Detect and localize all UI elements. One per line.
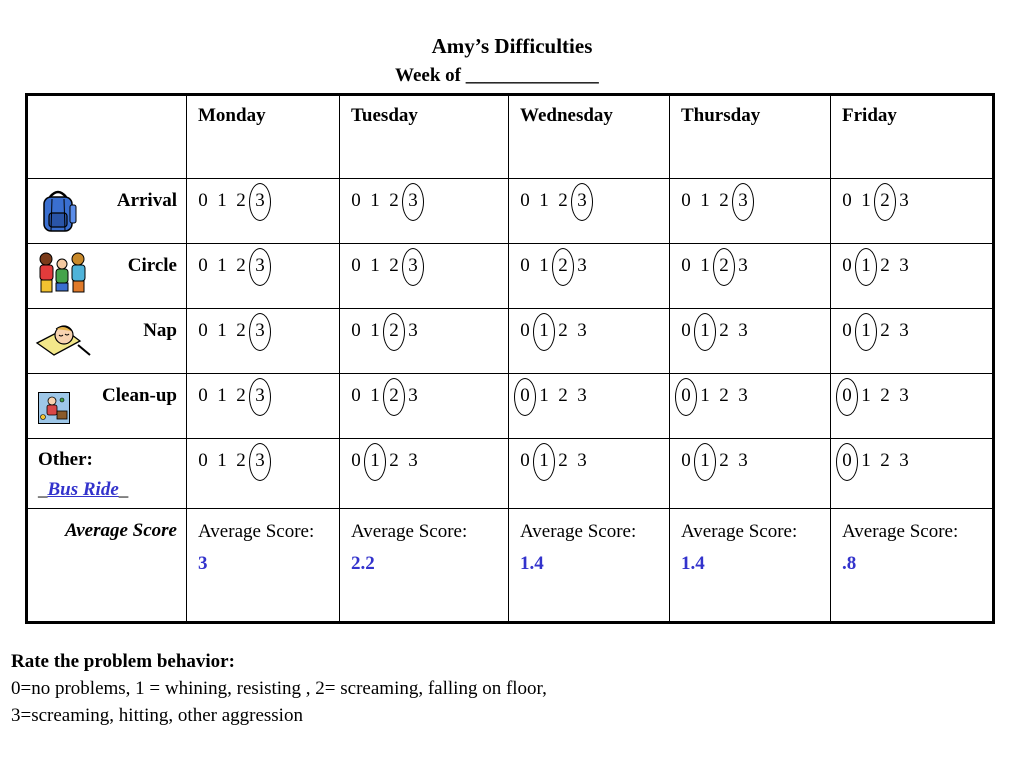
score-option[interactable]: 3 (738, 320, 748, 341)
score-scale (681, 190, 748, 212)
score-option-circled[interactable]: 1 (700, 450, 710, 471)
score-option[interactable]: 3 (577, 385, 587, 406)
day-header-monday: Monday (187, 95, 340, 179)
score-option[interactable]: 0 (351, 255, 361, 276)
score-option[interactable]: 0 (198, 320, 208, 341)
blank-underline-end: _ (118, 479, 129, 500)
legend-line-1: 0=no problems, 1 = whining, resisting , 2= screaming, falling on floor, (11, 678, 547, 699)
score-option[interactable]: 3 (408, 320, 418, 341)
score-option-circled[interactable]: 1 (861, 255, 871, 276)
score-option[interactable]: 1 (217, 450, 227, 471)
score-option[interactable]: 1 (700, 190, 710, 211)
score-option[interactable]: 2 (389, 190, 399, 211)
score-option[interactable]: 3 (899, 450, 909, 471)
score-option[interactable]: 2 (389, 255, 399, 276)
score-option[interactable]: 0 (351, 385, 361, 406)
score-scale (351, 450, 418, 472)
score-scale (198, 190, 265, 212)
score-option[interactable]: 3 (738, 385, 748, 406)
score-cell[interactable] (831, 244, 994, 309)
score-option[interactable]: 1 (217, 255, 227, 276)
average-value: 1.4 (681, 553, 705, 574)
row-header-nap (27, 309, 187, 374)
score-option-circled[interactable]: 3 (577, 190, 587, 211)
score-scale (681, 385, 748, 407)
score-cell[interactable] (509, 374, 670, 439)
average-cell-monday (187, 509, 340, 623)
score-option-circled[interactable]: 3 (255, 190, 265, 211)
score-cell[interactable] (340, 244, 509, 309)
average-label: Average Score: (681, 521, 798, 542)
score-option[interactable]: 2 (558, 190, 568, 211)
score-scale (351, 190, 418, 212)
score-option[interactable]: 1 (539, 385, 549, 406)
score-scale (681, 450, 748, 472)
day-header-wednesday: Wednesday (509, 95, 670, 179)
average-value: 1.4 (520, 553, 544, 574)
corner-cell (27, 95, 187, 179)
score-option[interactable]: 0 (198, 255, 208, 276)
score-option[interactable]: 0 (520, 450, 530, 471)
score-option[interactable]: 3 (899, 190, 909, 211)
score-cell[interactable] (670, 244, 831, 309)
score-option[interactable]: 0 (520, 255, 530, 276)
score-option-circled[interactable]: 3 (255, 255, 265, 276)
score-option[interactable]: 0 (351, 320, 361, 341)
row-header-circle (27, 244, 187, 309)
score-option[interactable]: 0 (351, 190, 361, 211)
score-option[interactable]: 3 (738, 450, 748, 471)
average-value: 2.2 (351, 553, 375, 574)
score-option-circled[interactable]: 2 (719, 255, 729, 276)
score-cell[interactable] (509, 179, 670, 244)
score-option[interactable]: 3 (408, 450, 418, 471)
score-scale (520, 450, 587, 472)
score-option[interactable]: 0 (198, 385, 208, 406)
other-behavior-field[interactable] (38, 479, 128, 501)
score-option[interactable]: 3 (899, 320, 909, 341)
score-option[interactable]: 3 (577, 450, 587, 471)
score-option[interactable]: 0 (198, 450, 208, 471)
score-option-circled[interactable]: 1 (539, 320, 549, 341)
score-option[interactable]: 1 (370, 255, 380, 276)
score-option-circled[interactable]: 3 (255, 320, 265, 341)
score-option-circled[interactable]: 2 (389, 320, 399, 341)
cleanup-toys-icon (38, 392, 70, 430)
score-option-circled[interactable]: 3 (408, 255, 418, 276)
score-option-circled[interactable]: 1 (539, 450, 549, 471)
sleeping-child-icon (34, 321, 92, 365)
score-option[interactable]: 2 (880, 385, 890, 406)
score-cell[interactable] (831, 439, 994, 509)
score-option[interactable]: 3 (899, 255, 909, 276)
table-row-other (27, 439, 994, 509)
average-value: .8 (842, 553, 857, 574)
average-cell-friday (831, 509, 994, 623)
score-cell[interactable] (670, 309, 831, 374)
average-label: Average Score: (198, 521, 315, 542)
score-scale (842, 190, 909, 212)
day-header-tuesday: Tuesday (340, 95, 509, 179)
day-header-thursday: Thursday (670, 95, 831, 179)
score-cell[interactable] (187, 374, 340, 439)
score-option[interactable]: 2 (236, 320, 246, 341)
score-option[interactable]: 1 (539, 255, 549, 276)
week-of-line: Week of ______________ (395, 65, 599, 86)
score-option-circled[interactable]: 2 (389, 385, 399, 406)
score-option[interactable]: 2 (236, 255, 246, 276)
score-option[interactable]: 3 (408, 385, 418, 406)
score-option[interactable]: 0 (520, 190, 530, 211)
score-option[interactable]: 0 (681, 320, 691, 341)
average-value: 3 (198, 553, 208, 574)
score-cell[interactable] (340, 309, 509, 374)
score-option[interactable]: 2 (880, 255, 890, 276)
score-option[interactable]: 2 (236, 385, 246, 406)
score-scale (681, 255, 748, 277)
score-cell[interactable] (509, 309, 670, 374)
score-cell[interactable] (831, 309, 994, 374)
average-label: Average Score: (351, 521, 468, 542)
score-cell[interactable] (509, 244, 670, 309)
score-option[interactable]: 0 (842, 320, 852, 341)
score-option-circled[interactable]: 0 (842, 385, 852, 406)
score-scale (198, 255, 265, 277)
score-scale (681, 320, 748, 342)
rating-legend (11, 648, 547, 729)
score-scale (351, 385, 418, 407)
score-option[interactable]: 2 (558, 320, 568, 341)
score-option-circled[interactable]: 3 (738, 190, 748, 211)
score-cell[interactable] (187, 244, 340, 309)
average-cell-wednesday (509, 509, 670, 623)
score-scale (842, 385, 909, 407)
score-scale (520, 385, 587, 407)
page-title: Amy’s Difficulties (431, 34, 593, 58)
score-scale (842, 255, 909, 277)
table-row-arrival (27, 179, 994, 244)
day-header-friday: Friday (831, 95, 994, 179)
score-option-circled[interactable]: 1 (370, 450, 380, 471)
score-option[interactable]: 2 (558, 385, 568, 406)
score-cell[interactable] (340, 374, 509, 439)
score-option[interactable]: 0 (520, 320, 530, 341)
score-option[interactable]: 2 (389, 450, 399, 471)
score-scale (351, 320, 418, 342)
score-option[interactable]: 2 (719, 450, 729, 471)
score-option[interactable]: 2 (719, 320, 729, 341)
table-row-clean-up (27, 374, 994, 439)
score-scale (520, 190, 587, 212)
score-option[interactable]: 2 (236, 450, 246, 471)
score-option[interactable]: 3 (738, 255, 748, 276)
score-scale (520, 320, 587, 342)
score-scale (198, 450, 265, 472)
score-option[interactable]: 2 (880, 450, 890, 471)
score-cell[interactable] (509, 439, 670, 509)
legend-line-2: 3=screaming, hitting, other aggression (11, 705, 303, 726)
score-cell[interactable] (187, 439, 340, 509)
score-option[interactable]: 1 (217, 385, 227, 406)
row-header-average (27, 509, 187, 623)
legend-heading: Rate the problem behavior: (11, 651, 235, 672)
score-option[interactable]: 2 (719, 190, 729, 211)
score-scale (198, 320, 265, 342)
score-scale (842, 450, 909, 472)
score-option[interactable]: 1 (370, 385, 380, 406)
row-label-other: Other: (38, 449, 93, 470)
score-option[interactable]: 2 (236, 190, 246, 211)
score-cell[interactable] (670, 439, 831, 509)
score-option[interactable]: 2 (558, 450, 568, 471)
score-cell[interactable] (670, 374, 831, 439)
score-option-circled[interactable]: 0 (681, 385, 691, 406)
score-option[interactable]: 1 (861, 190, 871, 211)
score-option[interactable]: 0 (681, 255, 691, 276)
score-cell[interactable] (670, 179, 831, 244)
score-cell[interactable] (340, 179, 509, 244)
average-cell-thursday (670, 509, 831, 623)
score-option[interactable]: 1 (700, 255, 710, 276)
score-option-circled[interactable]: 3 (255, 450, 265, 471)
score-option[interactable]: 0 (842, 255, 852, 276)
row-label-average: Average Score (64, 520, 177, 541)
score-option-circled[interactable]: 1 (700, 320, 710, 341)
row-header-clean-up (27, 374, 187, 439)
score-option[interactable]: 0 (842, 190, 852, 211)
score-option[interactable]: 2 (880, 320, 890, 341)
score-option[interactable]: 1 (539, 190, 549, 211)
score-option[interactable]: 1 (700, 385, 710, 406)
score-option-circled[interactable]: 2 (880, 190, 890, 211)
score-scale (351, 255, 418, 277)
score-cell[interactable] (187, 179, 340, 244)
score-cell[interactable] (831, 374, 994, 439)
score-option[interactable]: 1 (861, 385, 871, 406)
row-header-other (27, 439, 187, 509)
score-option-circled[interactable]: 3 (408, 190, 418, 211)
score-option[interactable]: 0 (681, 190, 691, 211)
score-option[interactable]: 0 (681, 450, 691, 471)
backpack-icon (38, 187, 78, 241)
row-label-nap: Nap (143, 320, 177, 341)
score-option-circled[interactable]: 3 (255, 385, 265, 406)
score-option[interactable]: 3 (899, 385, 909, 406)
score-option[interactable]: 3 (577, 255, 587, 276)
score-option[interactable]: 1 (370, 190, 380, 211)
score-scale (842, 320, 909, 342)
other-behavior-value: Bus Ride (47, 479, 119, 500)
score-option-circled[interactable]: 2 (558, 255, 568, 276)
score-option[interactable]: 0 (351, 450, 361, 471)
score-option[interactable]: 1 (217, 320, 227, 341)
row-header-arrival (27, 179, 187, 244)
score-cell[interactable] (187, 309, 340, 374)
average-cell-tuesday (340, 509, 509, 623)
average-label: Average Score: (520, 521, 637, 542)
score-option[interactable]: 1 (861, 450, 871, 471)
score-option[interactable]: 1 (370, 320, 380, 341)
score-cell[interactable] (340, 439, 509, 509)
score-option-circled[interactable]: 1 (861, 320, 871, 341)
header-row (27, 95, 994, 179)
table-row-nap (27, 309, 994, 374)
score-cell[interactable] (831, 179, 994, 244)
score-scale (520, 255, 587, 277)
score-option[interactable]: 3 (577, 320, 587, 341)
blank-underline-start: _ (38, 479, 48, 500)
score-option[interactable]: 2 (719, 385, 729, 406)
score-option-circled[interactable]: 0 (520, 385, 530, 406)
score-option-circled[interactable]: 0 (842, 450, 852, 471)
children-group-icon (36, 250, 88, 304)
score-scale (198, 385, 265, 407)
row-label-clean-up: Clean-up (102, 385, 177, 406)
average-label: Average Score: (842, 521, 959, 542)
table-row-circle (27, 244, 994, 309)
table-row-average (27, 509, 994, 623)
row-label-arrival: Arrival (116, 190, 177, 211)
difficulties-table (25, 93, 995, 624)
score-option[interactable]: 0 (198, 190, 208, 211)
row-label-circle: Circle (127, 255, 177, 276)
score-option[interactable]: 1 (217, 190, 227, 211)
